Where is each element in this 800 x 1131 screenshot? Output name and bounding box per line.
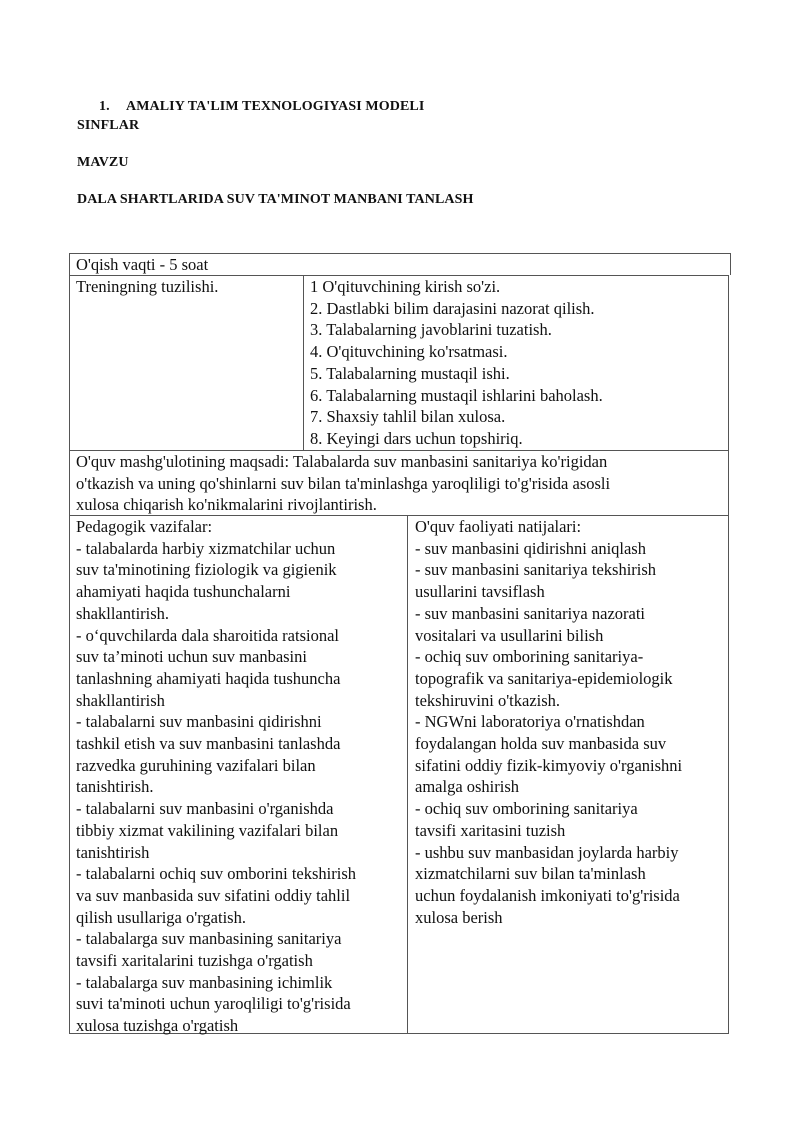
table-rule xyxy=(728,275,729,1034)
learning-outcome-line: foydalangan holda suv manbasida suv xyxy=(415,734,667,753)
learning-outcome-line: - NGWni laboratoriya o'rnatishdan xyxy=(415,712,645,732)
pedagogical-task-line: - talabalarni suv manbasini o'rganishda xyxy=(76,799,334,819)
learning-outcome-line: - suv manbasini sanitariya nazorati xyxy=(415,603,646,623)
goal-line: O'quv mashg'ulotining maqsadi: Talabalarda suv manbasini sanitariya ko'rigidan xyxy=(76,452,608,471)
structure-label: Treningning tuzilishi. xyxy=(76,277,219,296)
pedagogical-task-line: qilish usullariga o'rgatish. xyxy=(76,907,246,927)
structure-item: 2. Dastlabki bilim darajasini nazorat qilish. xyxy=(310,298,595,318)
topic-title: DALA SHARTLARIDA SUV TA'MINOT MANBANI TANLASH xyxy=(77,192,474,207)
pedagogical-task-line: ahamiyati haqida tushunchalarni xyxy=(76,582,291,602)
table-rule xyxy=(407,515,408,1033)
pedagogical-task-line: xulosa tuzishga o'rgatish xyxy=(76,1016,239,1036)
learning-outcome-line: xizmatchilarni suv bilan ta'minlash xyxy=(415,864,646,884)
table-rule xyxy=(69,253,70,1034)
structure-item: 6. Talabalarning mustaqil ishlarini baholash. xyxy=(310,385,603,405)
structure-item: 3. Talabalarning javoblarini tuzatish. xyxy=(310,320,552,340)
pedagogical-task-line: razvedka guruhining vazifalari bilan xyxy=(76,755,316,775)
table-rule xyxy=(303,275,304,450)
learning-outcome-line: - ochiq suv omborining sanitariya xyxy=(415,799,638,819)
pedagogical-task-line: - o‘quvchilarda dala sharoitida ratsional xyxy=(76,625,339,645)
pedagogical-tasks-heading: Pedagogik vazifalar: xyxy=(76,517,213,536)
structure-item: 4. O'qituvchining ko'rsatmasi. xyxy=(310,342,508,362)
learning-outcome-line: sifatini oddiy fizik-kimyoviy o'rganishni xyxy=(415,755,683,775)
learning-outcomes-heading: O'quv faoliyati natijalari: xyxy=(415,517,582,536)
table-rule xyxy=(730,253,731,275)
pedagogical-task-line: - talabalarga suv manbasining ichimlik xyxy=(76,972,333,992)
goal-line: xulosa chiqarish ko'nikmalarini rivojlantirish. xyxy=(76,495,377,515)
structure-item: 5. Talabalarning mustaqil ishi. xyxy=(310,363,510,383)
pedagogical-task-line: tavsifi xaritalarini tuzishga o'rgatish xyxy=(76,951,313,970)
goal-line: o'tkazish va uning qo'shinlarni suv bilan ta'minlashga yaroqliligi to'g'risida asosli xyxy=(76,473,611,493)
pedagogical-task-line: tanishtirish. xyxy=(76,777,154,797)
pedagogical-task-line: - talabalarni suv manbasini qidirishni xyxy=(76,712,322,732)
learning-outcome-line: - ushbu suv manbasidan joylarda harbiy xyxy=(415,842,679,862)
pedagogical-task-line: - talabalarni ochiq suv omborini tekshirish xyxy=(76,864,356,884)
learning-outcome-line: - ochiq suv omborining sanitariya- xyxy=(415,647,644,667)
pedagogical-task-line: tanlashning ahamiyati haqida tushuncha xyxy=(76,668,341,688)
heading-subtitle: SINFLAR xyxy=(77,118,140,133)
structure-item: 7. Shaxsiy tahlil bilan xulosa. xyxy=(310,407,506,427)
learning-outcome-line: usullarini tavsiflash xyxy=(415,582,545,602)
learning-outcome-line: - suv manbasini sanitariya tekshirish xyxy=(415,560,657,580)
learning-outcome-line: tavsifi xaritasini tuzish xyxy=(415,820,566,840)
learning-outcome-line: - suv manbasini qidirishni aniqlash xyxy=(415,538,646,558)
structure-item: 8. Keyingi dars uchun topshiriq. xyxy=(310,428,523,448)
topic-label: MAVZU xyxy=(77,155,129,170)
pedagogical-task-line: va suv manbasida suv sifatini oddiy tahlil xyxy=(76,885,351,905)
learning-outcome-line: xulosa berish xyxy=(415,907,503,927)
learning-outcome-line: tekshiruvini o'tkazish. xyxy=(415,690,561,710)
pedagogical-task-line: tibbiy xizmat vakilining vazifalari bilan xyxy=(76,820,339,840)
learning-outcome-line: uchun foydalanish imkoniyati to'g'risida xyxy=(415,885,680,905)
structure-item: 1 O'qituvchining kirish so'zi. xyxy=(310,277,501,296)
pedagogical-task-line: tanishtirish xyxy=(76,842,150,862)
pedagogical-task-line: suv ta’minoti uchun suv manbasini xyxy=(76,647,307,667)
reading-time: O'qish vaqti - 5 soat xyxy=(76,255,209,274)
learning-outcome-line: topografik va sanitariya-epidemiologik xyxy=(415,668,673,688)
pedagogical-task-line: - talabalarda harbiy xizmatchilar uchun xyxy=(76,538,336,558)
learning-outcome-line: vositalari va usullarini bilish xyxy=(415,625,604,645)
pedagogical-task-line: shakllantirish. xyxy=(76,603,170,623)
pedagogical-task-line: - talabalarga suv manbasining sanitariya xyxy=(76,929,342,949)
heading-title: AMALIY TA'LIM TEXNOLOGIYASI MODELI xyxy=(126,99,425,114)
learning-outcome-line: amalga oshirish xyxy=(415,777,520,797)
pedagogical-task-line: shakllantirish xyxy=(76,690,165,710)
heading-number: 1. xyxy=(99,99,110,114)
pedagogical-task-line: tashkil etish va suv manbasini tanlashda xyxy=(76,734,341,753)
pedagogical-task-line: suv ta'minotining fiziologik va gigienik xyxy=(76,560,337,580)
pedagogical-task-line: suvi ta'minoti uchun yaroqliligi to'g'risida xyxy=(76,994,351,1014)
